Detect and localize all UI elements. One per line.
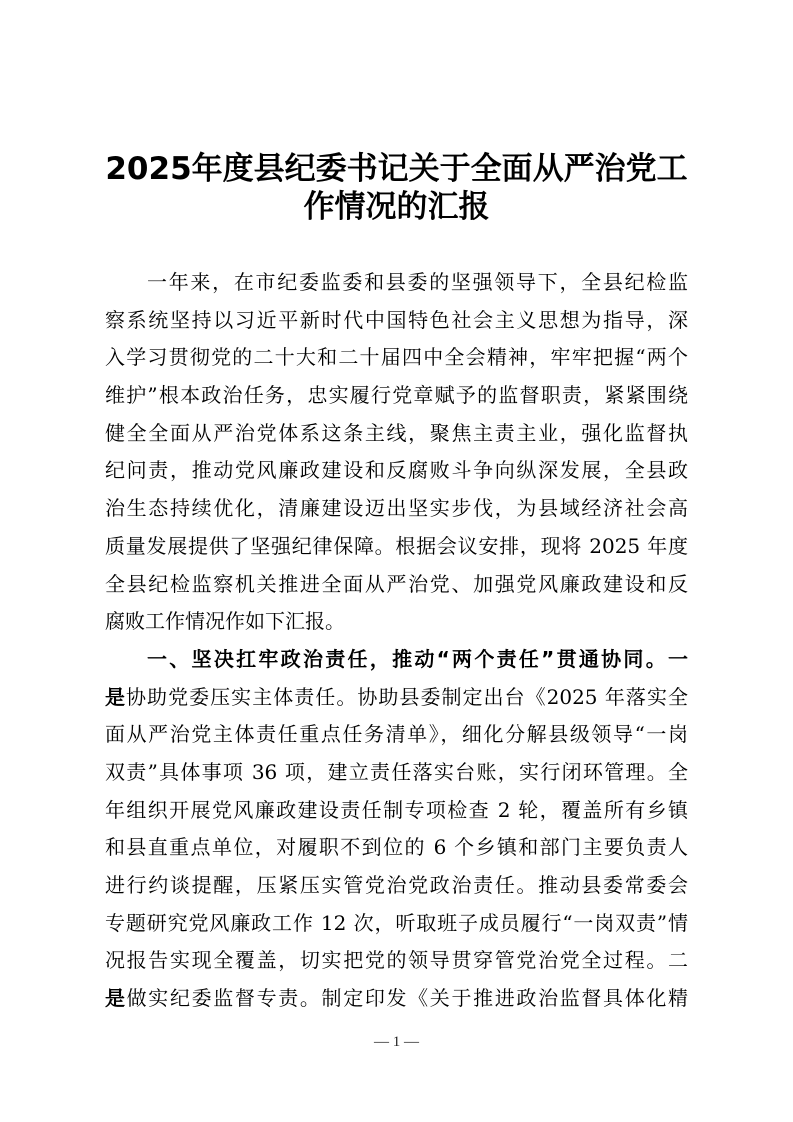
text-line	[105, 566, 688, 604]
text-line	[105, 490, 688, 528]
text-line	[105, 905, 688, 943]
text-line	[105, 339, 688, 377]
document-body	[105, 264, 688, 1018]
text-line	[105, 264, 688, 302]
subsection-lead-text: 是	[105, 986, 127, 1011]
subsection-lead-text: 一	[668, 646, 688, 671]
text-line	[105, 415, 688, 453]
page-number: — 1 —	[374, 1034, 419, 1050]
text-line	[105, 829, 688, 867]
text-line	[105, 716, 688, 754]
paragraph-text: 纪问责，推动党风廉政建设和反腐败斗争向纵深发展，全县政	[105, 458, 688, 483]
paragraph-text: 腐败工作情况作如下汇报。	[105, 609, 345, 634]
text-line	[105, 754, 688, 792]
title-line-2: 作情况的汇报	[303, 189, 490, 225]
paragraph-text: 一年来，在市纪委监委和县委的坚强领导下，全县纪检监	[147, 270, 688, 294]
paragraph-text: 入学习贯彻党的二十大和二十届四中全会精神，牢牢把握“两个	[105, 345, 688, 370]
paragraph-text: 健全全面从严治党体系这条主线，聚焦主责主业，强化监督执	[105, 420, 688, 445]
section-heading-text: 一、坚决扛牢政治责任，推动“两个责任”贯通协同。	[147, 646, 668, 671]
text-line	[105, 792, 688, 830]
paragraph-text: 专题研究党风廉政工作 12 次，听取班子成员履行“一岗双责”情	[105, 910, 688, 935]
title-line-1: 2025年度县纪委书记关于全面从严治党工	[105, 151, 688, 187]
paragraph-text: 协助党委压实主体责任。协助县委制定出台《2025 年落实全	[126, 684, 688, 709]
paragraph-text: 进行约谈提醒，压紧压实管党治党政治责任。推动县委常委会	[105, 873, 688, 897]
text-line	[105, 302, 688, 340]
paragraph-text: 做实纪委监督专责。制定印发《关于推进政治监督具体化精	[126, 986, 689, 1011]
text-line	[105, 452, 688, 490]
text-line	[105, 980, 688, 1018]
paragraph-text: 双责”具体事项 36 项，建立责任落实台账，实行闭环管理。全	[105, 759, 688, 784]
paragraph-text: 察系统坚持以习近平新时代中国特色社会主义思想为指导，深	[105, 307, 688, 332]
paragraph-text: 全县纪检监察机关推进全面从严治党、加强党风廉政建设和反	[105, 571, 688, 596]
text-line	[105, 867, 688, 905]
text-line	[105, 603, 688, 641]
paragraph-text: 面从严治党主体责任重点任务清单》，细化分解县级领导“一岗	[105, 722, 688, 747]
paragraph-text: 和县直重点单位，对履职不到位的 6 个乡镇和部门主要负责人	[105, 835, 688, 860]
paragraph-text: 年组织开展党风廉政建设责任制专项检查 2 轮，覆盖所有乡镇	[105, 797, 688, 822]
text-line	[105, 679, 688, 717]
paragraph-text: 况报告实现全覆盖，切实把党的领导贯穿管党治党全过程。二	[105, 948, 688, 973]
text-line	[105, 942, 688, 980]
text-line	[105, 528, 688, 566]
document-title	[100, 150, 693, 226]
subsection-lead-text: 是	[105, 684, 127, 709]
text-line	[105, 641, 688, 679]
paragraph-text: 维护”根本政治任务，忠实履行党章赋予的监督职责，紧紧围绕	[105, 383, 688, 408]
text-line	[105, 377, 688, 415]
paragraph-text: 治生态持续优化，清廉建设迈出坚实步伐，为县域经济社会高	[105, 496, 688, 521]
paragraph-text: 质量发展提供了坚强纪律保障。根据会议安排，现将 2025 年度	[105, 533, 688, 558]
